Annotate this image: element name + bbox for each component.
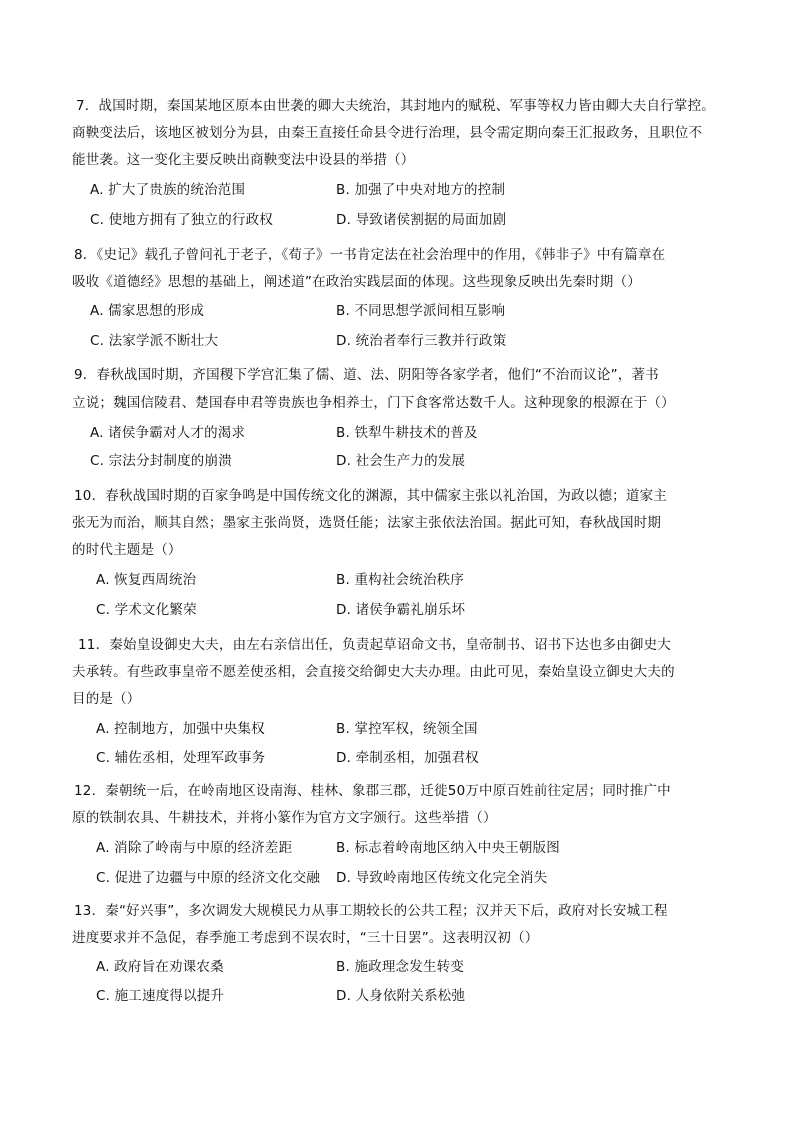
question-11-line-1: 11．秦始皇设御史大夫，由左右亲信出任，负责起草诏命文书，皇帝制书、诏书下达也多由御史大 — [78, 637, 671, 653]
question-13-option-b: B. 施政理念发生转变 — [336, 959, 465, 975]
question-9-option-b: B. 铁犁牛耕技术的普及 — [336, 425, 478, 441]
question-10-line-1: 10．春秋战国时期的百家争鸣是中国传统文化的渊源，其中儒家主张以礼治国，为政以德；道家主 — [74, 488, 667, 504]
question-10-option-c: C. 学术文化繁荣 — [96, 602, 197, 618]
question-13-line-2: 进度要求并不急促，春季施工考虑到不误农时，“三十日罢”。这表明汉初（） — [72, 930, 539, 946]
question-10-option-d: D. 诸侯争霸礼崩乐坏 — [336, 602, 466, 618]
question-11-line-2: 夫承转。有些政事皇帝不愿差使丞相，会直接交给御史大夫办理。由此可见，秦始皇设立御史大夫的 — [72, 664, 675, 680]
question-11-option-c: C. 辅佐丞相，处理军政事务 — [96, 750, 266, 766]
question-9-option-c: C. 宗法分封制度的崩溃 — [90, 453, 232, 469]
question-10-line-3: 的时代主题是（） — [72, 542, 182, 558]
question-7-line-1: 7．战国时期，秦国某地区原本由世袭的卿大夫统治，其封地内的赋税、军事等权力皆由卿大夫自行掌控。 — [76, 98, 715, 114]
question-12-line-1: 12．秦朝统一后，在岭南地区设南海、桂林、象郡三郡，迁徙50万中原百姓前往定居；同时推广中 — [74, 783, 671, 799]
question-12-option-d: D. 导致岭南地区传统文化完全消失 — [336, 870, 548, 886]
question-11-option-b: B. 掌控军权，统领全国 — [336, 721, 478, 737]
question-12-option-b: B. 标志着岭南地区纳入中央王朝版图 — [336, 840, 560, 856]
question-12-line-2: 原的铁制农具、牛耕技术，并将小篆作为官方文字颁行。这些举措（） — [72, 810, 497, 826]
question-10-option-a: A. 恢复西周统治 — [96, 572, 197, 588]
question-8-option-a: A. 儒家思想的形成 — [90, 303, 205, 319]
question-12-option-c: C. 促进了边疆与中原的经济文化交融 — [96, 870, 321, 886]
question-8-line-2: 吸收《道德经》思想的基础上，阐述道”在政治实践层面的体现。这些现象反映出先秦时期（） — [72, 274, 641, 290]
question-9-option-d: D. 社会生产力的发展 — [336, 453, 466, 469]
question-7-option-d: D. 导致诸侯割据的局面加剧 — [336, 212, 507, 228]
question-10-option-b: B. 重构社会统治秩序 — [336, 572, 465, 588]
question-11-option-d: D. 牵制丞相，加强君权 — [336, 750, 479, 766]
question-9-line-2: 立说；魏国信陵君、楚国春申君等贵族也争相养士，门下食客常达数千人。这种现象的根源在于（） — [72, 395, 675, 411]
question-13-line-1: 13．秦“好兴事”，多次调发大规模民力从事工期较长的公共工程；汉并天下后，政府对长安城工程 — [74, 903, 668, 919]
question-8-line-1: 8．《史记》载孔子曾问礼于老子，《荀子》一书肯定法在社会治理中的作用，《韩非子》中有篇章在 — [74, 247, 666, 263]
question-12-option-a: A. 消除了岭南与中原的经济差距 — [96, 840, 293, 856]
question-9-option-a: A. 诸侯争霸对人才的渴求 — [90, 425, 246, 441]
question-11-option-a: A. 控制地方，加强中央集权 — [96, 721, 265, 737]
question-13-option-c: C. 施工速度得以提升 — [96, 988, 225, 1004]
question-8-option-b: B. 不同思想学派间相互影响 — [336, 303, 506, 319]
question-10-line-2: 张无为而治，顺其自然；墨家主张尚贤，选贤任能；法家主张依法治国。据此可知，春秋战国时期 — [72, 515, 662, 531]
question-9-line-1: 9．春秋战国时期，齐国稷下学宫汇集了儒、道、法、阴阳等各家学者，他们“不治而议论”，著书 — [74, 367, 659, 383]
question-11-line-3: 目的是（） — [72, 691, 141, 707]
question-13-option-a: A. 政府旨在劝课农桑 — [96, 959, 224, 975]
question-7-line-3: 能世袭。这一变化主要反映出商鞅变法中设县的举措（） — [72, 152, 415, 168]
question-7-option-a: A. 扩大了贵族的统治范围 — [90, 182, 246, 198]
question-8-option-c: C. 法家学派不断壮大 — [90, 333, 219, 349]
question-13-option-d: D. 人身依附关系松弛 — [336, 988, 466, 1004]
question-7-option-b: B. 加强了中央对地方的控制 — [336, 182, 506, 198]
question-7-line-2: 商鞅变法后，该地区被划分为县，由秦王直接任命县令进行治理，县令需定期向秦王汇报政务，且职位不 — [72, 125, 703, 141]
question-8-option-d: D. 统治者奉行三教并行政策 — [336, 333, 507, 349]
question-7-option-c: C. 使地方拥有了独立的行政权 — [90, 212, 274, 228]
